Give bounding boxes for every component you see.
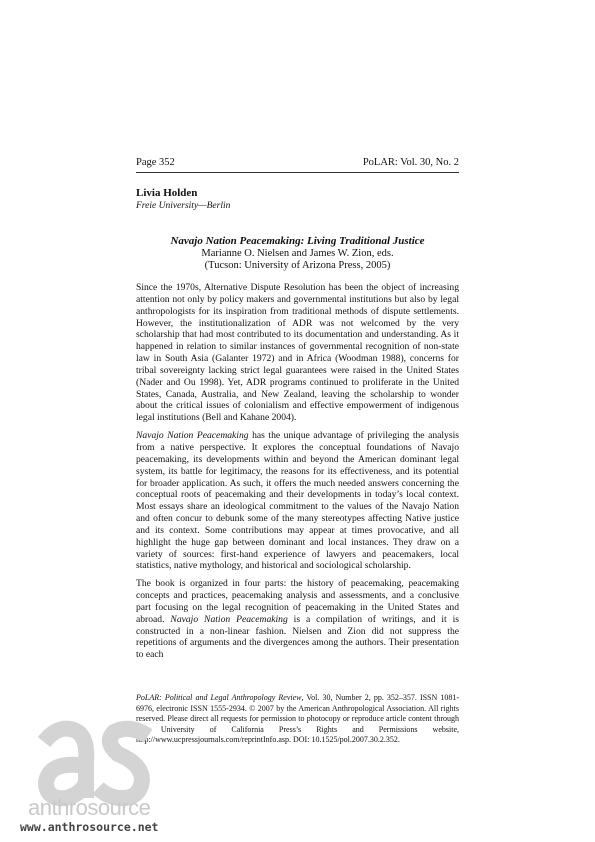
book-editors: Marianne O. Nielsen and James W. Zion, eds.: [201, 247, 394, 259]
paragraph-3: [136, 578, 459, 661]
book-title-ref: Navajo Nation Peacemaking: [136, 430, 249, 442]
footnote-journal: PoLAR: Political and Legal Anthropology Review: [136, 693, 302, 702]
anthrosource-url: www.anthrosource.net: [20, 820, 159, 834]
book-title-ref: Navajo Nation Peacemaking: [170, 613, 288, 625]
running-header: [136, 157, 459, 171]
book-title: Navajo Nation Peacemaking: Living Traditional Justice: [170, 235, 425, 247]
anthrosource-logo-text: anthrosource: [28, 795, 151, 820]
author-name: Livia Holden: [136, 187, 198, 199]
paragraph-1: Since the 1970s, Alternative Dispute Resolution has been the object of increasing attention not only by policy makers and governmental institutions but also by legal anthropologists for its inspiration from traditional methods of dispute settlements. However, the institutionalization of ADR was not welcomed by the very scholarship that had most contributed to its documentation and understanding. As it happened in relation to similar instances of governmental recognition of non-state law in South Asia (Galanter 1972) and in Africa (Woodman 1988), concerns for tribal sovereignty lacking strict legal guarantees were raised in the United States (Nader and Ou 1998). Yet, ADR programs continued to proliferate in the United States, Canada, Australia, and New Zealand, leaving the scholarship to wonder about the critical issues of colonialism and effective empowerment of indigenous legal institutions (Bell and Kahane 2004).: [136, 282, 459, 424]
author-affiliation: Freie University—Berlin: [136, 201, 231, 211]
paragraph-2-text: has the unique advantage of privileging the analysis from a native perspective. It explores the conceptual foundations of Navajo peacemaking, its developments within and beyond the American dominant legal system, its battle for legitimacy, the reasons for its effectiveness, and its potential for broader application. As such, it offers the much needed answers concerning the conceptual roots of peacemaking and their developments in today’s local context. Most essays share an ideological commitment to the values of the Navajo Nation and often concur to debunk some of the many stereotypes affecting Native justice and its context. Some contributions may appear at times provocative, and all highlight the huge gap between dominant and local instances. They draw on a variety of sources: first-hand experience of lawyers and peacemakers, local statistics, native mythology, and historical and sociological scholarship.: [136, 430, 459, 572]
paragraph-3-text-a: The book is organized in four parts: the history of peacemaking, peacemaking concepts and practices, peacemaking analysis and assessments, and a conclusive part focusing on the legal recognition of peacemaking in the United States and abroad.: [136, 578, 459, 625]
journal-header: PoLAR: Vol. 30, No. 2: [362, 157, 459, 168]
review-body: [136, 282, 459, 667]
page-number: Page 352: [136, 157, 175, 168]
header-rule: [136, 172, 459, 173]
footnote-text: , Vol. 30, Number 2, pp. 352–357. ISSN 1081-6976, electronic ISSN 1555-2934. © 2007 by the American Anthropological Association. All rights reserved. Please direct all requests for permission to photocopy or reproduce article content through the University of California Press’s Rights and Permissions website, http://www.ucpressjournals.com/reprintInfo.asp. DOI: 10.1525/pol.2007.30.2.352.: [136, 693, 460, 744]
copyright-footnote: [136, 693, 459, 746]
book-citation: [136, 235, 459, 273]
paragraph-2: [136, 430, 459, 572]
paragraph-3-text-b: is a compilation of writings, and it is constructed in a non-linear fashion. Nielsen and Zion did not suppress the repetitions of arguments and the divergences among the authors. Their presentation to each: [136, 613, 459, 661]
book-publisher: (Tucson: University of Arizona Press, 2005): [204, 260, 391, 271]
